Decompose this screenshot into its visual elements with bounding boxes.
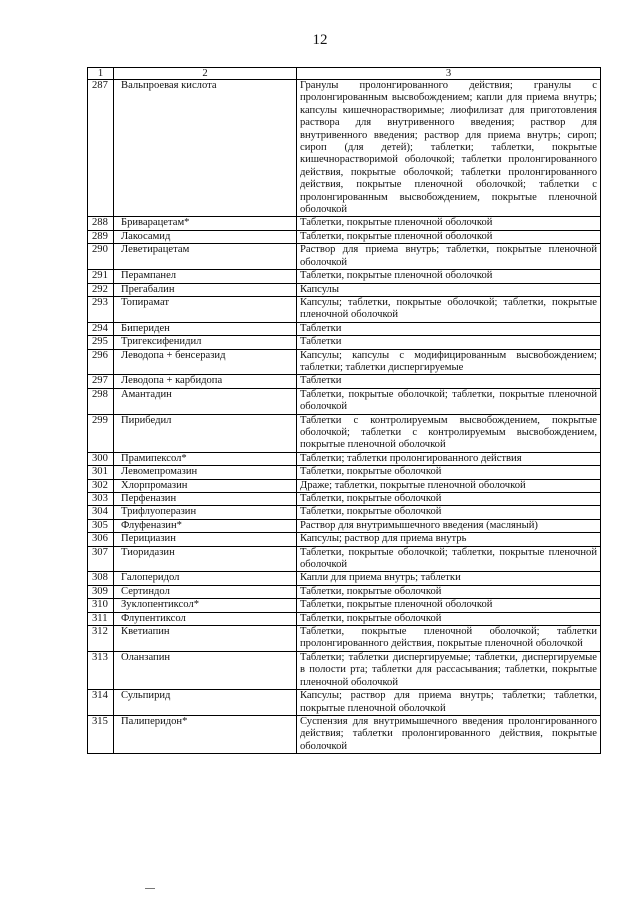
row-number: 297: [88, 375, 114, 388]
page-number: 12: [312, 32, 328, 48]
drug-name: Галоперидол: [114, 572, 297, 585]
table-row: [88, 715, 601, 753]
table-row: [88, 230, 601, 243]
dosage-forms: Гранулы пролонгированного действия; гранулы с пролонгированным высвобождением; капли для приема внутрь; капсулы кишечнорастворимые; лиофилизат для приготовления раствора для внутривенного введения; раствор для внутривенного введения; раствор для приема внутрь; сироп; сироп (для детей); таблетки; таблетки, покрытые кишечнорастворимой оболочкой; таблетки пролонгированного действия, покрытые оболочкой; таблетки пролонгированного действия, покрытые пленочной оболочкой; таблетки с пролонгированным высвобождением, покрытые пленочной оболочкой: [297, 80, 601, 217]
table-row: [88, 270, 601, 283]
drug-name: Флупентиксол: [114, 612, 297, 625]
table-row: [88, 690, 601, 716]
table-row: [88, 388, 601, 414]
table-row: [88, 533, 601, 546]
dosage-forms: Драже; таблетки, покрытые пленочной оболочкой: [297, 479, 601, 492]
drug-name: Хлорпромазин: [114, 479, 297, 492]
dosage-forms: Капли для приема внутрь; таблетки: [297, 572, 601, 585]
row-number: 298: [88, 388, 114, 414]
table-row: [88, 452, 601, 465]
table-row: [88, 599, 601, 612]
dosage-forms: Таблетки с контролируемым высвобождением, покрытые оболочкой; таблетки с контролируемым высвобождением, покрытые пленочной оболочкой: [297, 414, 601, 452]
column-header-form: 3: [297, 68, 601, 80]
table-body: [88, 80, 601, 754]
dosage-forms: Таблетки, покрытые оболочкой; таблетки, покрытые пленочной оболочкой: [297, 388, 601, 414]
row-number: 309: [88, 585, 114, 598]
table-row: [88, 466, 601, 479]
table-row: [88, 414, 601, 452]
drug-name: Прамипексол*: [114, 452, 297, 465]
drug-name: Перфеназин: [114, 493, 297, 506]
row-number: 296: [88, 349, 114, 375]
table-row: [88, 493, 601, 506]
dosage-forms: Таблетки, покрытые оболочкой; таблетки, покрытые пленочной оболочкой: [297, 546, 601, 572]
row-number: 314: [88, 690, 114, 716]
dosage-forms: Капсулы; раствор для приема внутрь; таблетки; таблетки, покрытые пленочной оболочкой: [297, 690, 601, 716]
drug-name: Топирамат: [114, 296, 297, 322]
row-number: 313: [88, 651, 114, 689]
table-row: [88, 612, 601, 625]
table-row: [88, 296, 601, 322]
row-number: 308: [88, 572, 114, 585]
row-number: 293: [88, 296, 114, 322]
dosage-forms: Таблетки: [297, 336, 601, 349]
drug-name: Левомепромазин: [114, 466, 297, 479]
drug-name: Амантадин: [114, 388, 297, 414]
drug-name: Трифлуоперазин: [114, 506, 297, 519]
dosage-forms: Таблетки, покрытые пленочной оболочкой: [297, 270, 601, 283]
dosage-forms: Таблетки: [297, 375, 601, 388]
row-number: 306: [88, 533, 114, 546]
table-row: [88, 283, 601, 296]
row-number: 289: [88, 230, 114, 243]
drug-name: Кветиапин: [114, 626, 297, 652]
drug-name: Лакосамид: [114, 230, 297, 243]
table-row: [88, 572, 601, 585]
table-row: [88, 322, 601, 335]
dosage-forms: Таблетки, покрытые пленочной оболочкой: [297, 230, 601, 243]
column-header-number: 1: [88, 68, 114, 80]
table-row: [88, 651, 601, 689]
drug-name: Тиоридазин: [114, 546, 297, 572]
drug-name: Леводопа + бенсеразид: [114, 349, 297, 375]
drug-name: Тригексифенидил: [114, 336, 297, 349]
dosage-forms: Таблетки, покрытые пленочной оболочкой: [297, 599, 601, 612]
table-header-row: [88, 68, 601, 80]
row-number: 291: [88, 270, 114, 283]
drug-name: Бриварацетам*: [114, 217, 297, 230]
table-row: [88, 80, 601, 217]
row-number: 310: [88, 599, 114, 612]
drug-name: Перициазин: [114, 533, 297, 546]
table-row: [88, 626, 601, 652]
drug-name: Пирибедил: [114, 414, 297, 452]
dosage-forms: Таблетки; таблетки пролонгированного действия: [297, 452, 601, 465]
drug-name: Флуфеназин*: [114, 519, 297, 532]
row-number: 292: [88, 283, 114, 296]
dosage-forms: Таблетки, покрытые оболочкой: [297, 466, 601, 479]
dosage-forms: Таблетки, покрытые пленочной оболочкой: [297, 217, 601, 230]
row-number: 295: [88, 336, 114, 349]
dosage-forms: Капсулы; капсулы с модифицированным высвобождением; таблетки; таблетки диспергируемые: [297, 349, 601, 375]
table-row: [88, 585, 601, 598]
dosage-forms: Раствор для приема внутрь; таблетки, покрытые пленочной оболочкой: [297, 244, 601, 270]
table-row: [88, 349, 601, 375]
row-number: 311: [88, 612, 114, 625]
drug-name: Сульпирид: [114, 690, 297, 716]
drug-name: Оланзапин: [114, 651, 297, 689]
row-number: 302: [88, 479, 114, 492]
dosage-forms: Таблетки: [297, 322, 601, 335]
dosage-forms: Таблетки, покрытые пленочной оболочкой; таблетки пролонгированного действия, покрытые пленочной оболочкой: [297, 626, 601, 652]
dosage-forms: Таблетки, покрытые оболочкой: [297, 506, 601, 519]
row-number: 294: [88, 322, 114, 335]
row-number: 303: [88, 493, 114, 506]
table-row: [88, 336, 601, 349]
dosage-forms: Таблетки; таблетки диспергируемые; таблетки, диспергируемые в полости рта; таблетки для рассасывания; таблетки, покрытые пленочной оболочкой: [297, 651, 601, 689]
table-row: [88, 244, 601, 270]
drug-name: Леводопа + карбидопа: [114, 375, 297, 388]
row-number: 304: [88, 506, 114, 519]
table-row: [88, 375, 601, 388]
dosage-forms: Капсулы; раствор для приема внутрь: [297, 533, 601, 546]
table-row: [88, 217, 601, 230]
drug-name: Бипериден: [114, 322, 297, 335]
drug-table: [87, 67, 601, 754]
row-number: 300: [88, 452, 114, 465]
row-number: 307: [88, 546, 114, 572]
row-number: 315: [88, 715, 114, 753]
drug-name: Вальпроевая кислота: [114, 80, 297, 217]
dosage-forms: Таблетки, покрытые оболочкой: [297, 585, 601, 598]
row-number: 290: [88, 244, 114, 270]
row-number: 299: [88, 414, 114, 452]
drug-name: Зуклопентиксол*: [114, 599, 297, 612]
dosage-forms: Таблетки, покрытые оболочкой: [297, 612, 601, 625]
row-number: 305: [88, 519, 114, 532]
dosage-forms: Капсулы: [297, 283, 601, 296]
table-row: [88, 546, 601, 572]
table-row: [88, 519, 601, 532]
footer-mark: [145, 888, 155, 889]
row-number: 287: [88, 80, 114, 217]
row-number: 288: [88, 217, 114, 230]
drug-name: Леветирацетам: [114, 244, 297, 270]
dosage-forms: Таблетки, покрытые оболочкой: [297, 493, 601, 506]
drug-name: Сертиндол: [114, 585, 297, 598]
row-number: 301: [88, 466, 114, 479]
dosage-forms: Суспензия для внутримышечного введения пролонгированного действия; таблетки пролонгированного действия, покрытые оболочкой: [297, 715, 601, 753]
drug-name: Палиперидон*: [114, 715, 297, 753]
table-row: [88, 506, 601, 519]
table-row: [88, 479, 601, 492]
dosage-forms: Раствор для внутримышечного введения (масляный): [297, 519, 601, 532]
drug-name: Прегабалин: [114, 283, 297, 296]
row-number: 312: [88, 626, 114, 652]
column-header-name: 2: [114, 68, 297, 80]
dosage-forms: Капсулы; таблетки, покрытые оболочкой; таблетки, покрытые пленочной оболочкой: [297, 296, 601, 322]
drug-name: Перампанел: [114, 270, 297, 283]
